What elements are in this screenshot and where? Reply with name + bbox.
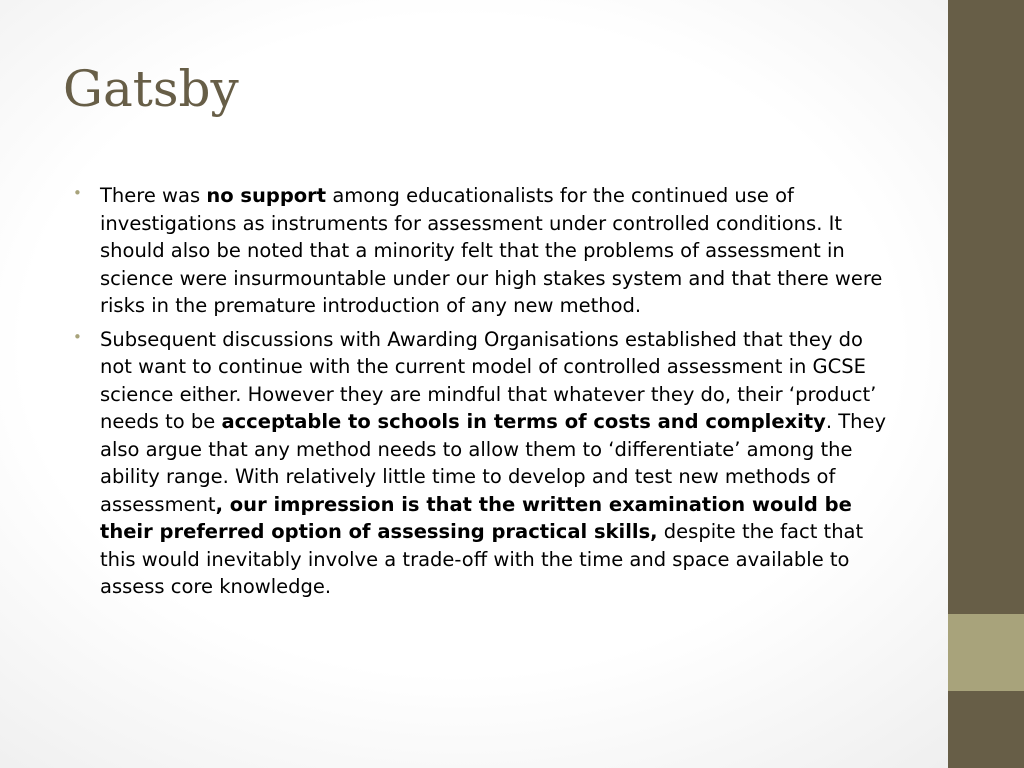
side-accent-block [948, 614, 1024, 691]
bullet-text: . They also argue that any method needs to allow them to ‘differentiate’ among the ability range. With relatively little time to develop and test new methods of assessment [100, 410, 887, 516]
bullet-text: despite the fact that this would inevitably involve a trade-off with the time and space available to assess core knowledge. [100, 520, 864, 598]
slide-title: Gatsby [63, 60, 239, 118]
bullet-item [73, 182, 900, 320]
bullet-text-bold: no support [206, 184, 327, 207]
bullet-text-bold: acceptable to schools in terms of costs and complexity [221, 410, 826, 433]
bullet-text: Subsequent discussions with Awarding Organisations established that they do not want to continue with the current model of controlled assessment in GCSE science either. However they are mindful that whatever they do, their ‘product’ needs to be [100, 327, 877, 433]
bullet-item [73, 326, 900, 601]
bullet-list [73, 182, 900, 607]
bullet-text: There was [100, 184, 207, 207]
bullet-text-bold: , our impression is that the written examination would be their preferred option of assessing practical skills, [100, 492, 852, 543]
bullet-marker-icon: • [73, 327, 82, 346]
bullet-text: among educationalists for the continued use of investigations as instruments for assessment under controlled conditions. It should also be noted that a minority felt that the problems of assessment in science were insurmountable under our high stakes system and that there were risks in the premature introduction of any new method. [100, 184, 883, 317]
bullet-marker-icon: • [73, 184, 82, 202]
